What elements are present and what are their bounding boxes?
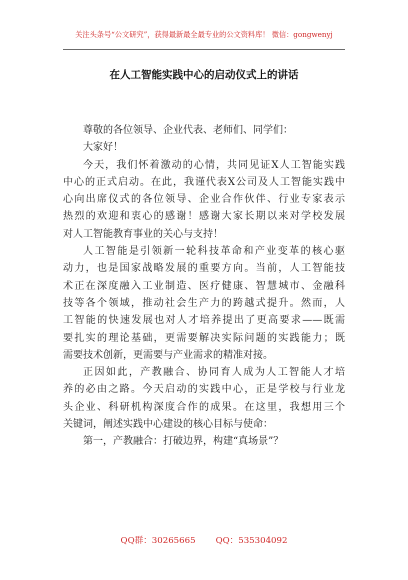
body-line: 工智能的快速发展也对人才培养提出了更高要求——既需 xyxy=(63,315,345,327)
body-line: 热烈的欢迎和衷心的感谢！感谢大家长期以来对学校发展 xyxy=(63,211,345,223)
body-line: 中心的正式启动。在此，我谨代表X公司及人工智能实践中 xyxy=(63,176,345,188)
body-line: 要扎实的理论基础，更需要解决实际问题的实践能力；既 xyxy=(63,332,345,344)
body-line: 第一，产教融合：打破边界，构建“真场景”？ xyxy=(83,436,284,448)
footer-qq-group: QQ群：30265665 xyxy=(120,536,196,546)
header-divider xyxy=(63,49,345,50)
header-banner: 关注头条号“公文研究”，获得最新最全最专业的公文资料库！ 微信：gongwenyj xyxy=(75,30,333,39)
footer xyxy=(0,535,408,547)
body-line: 需要技术创新，更需要与产业需求的精准对接。 xyxy=(63,349,273,361)
body-line: 大家好！ xyxy=(83,142,123,154)
body-line: 尊敬的各位领导、企业代表、老师们、同学们： xyxy=(83,125,293,136)
document-title: 在人工智能实践中心的启动仪式上的讲话 xyxy=(109,69,299,81)
body-line: 头企业、科研机构深度合作的成果。在这里，我想用三个 xyxy=(63,401,345,413)
body-line: 养的必由之路。今天启动的实践中心，正是学校与行业龙 xyxy=(63,384,345,396)
body-line: 对人工智能教育事业的关心与支持！ xyxy=(63,228,223,240)
body-line: 心向出席仪式的各位领导、企业合作伙伴、行业专家表示 xyxy=(63,194,345,206)
body-line: 术正在深度融入工业制造、医疗健康、智慧城市、金融科 xyxy=(63,280,345,292)
document-body xyxy=(63,122,345,451)
footer-qq: QQ：535304092 xyxy=(215,536,288,546)
body-line: 今天，我们怀着激动的心情，共同见证X人工智能实践 xyxy=(83,159,345,171)
body-line: 关键词，阐述实践中心建设的核心目标与使命： xyxy=(63,419,273,431)
body-line: 动力，也是国家战略发展的重要方向。当前，人工智能技 xyxy=(63,263,345,275)
body-line: 技等各个领域，推动社会生产力的跨越式提升。然而，人 xyxy=(63,297,345,309)
body-line: 人工智能是引领新一轮科技革命和产业变革的核心驱 xyxy=(83,246,345,258)
body-line: 正因如此，产教融合、协同育人成为人工智能人才培 xyxy=(83,367,345,379)
